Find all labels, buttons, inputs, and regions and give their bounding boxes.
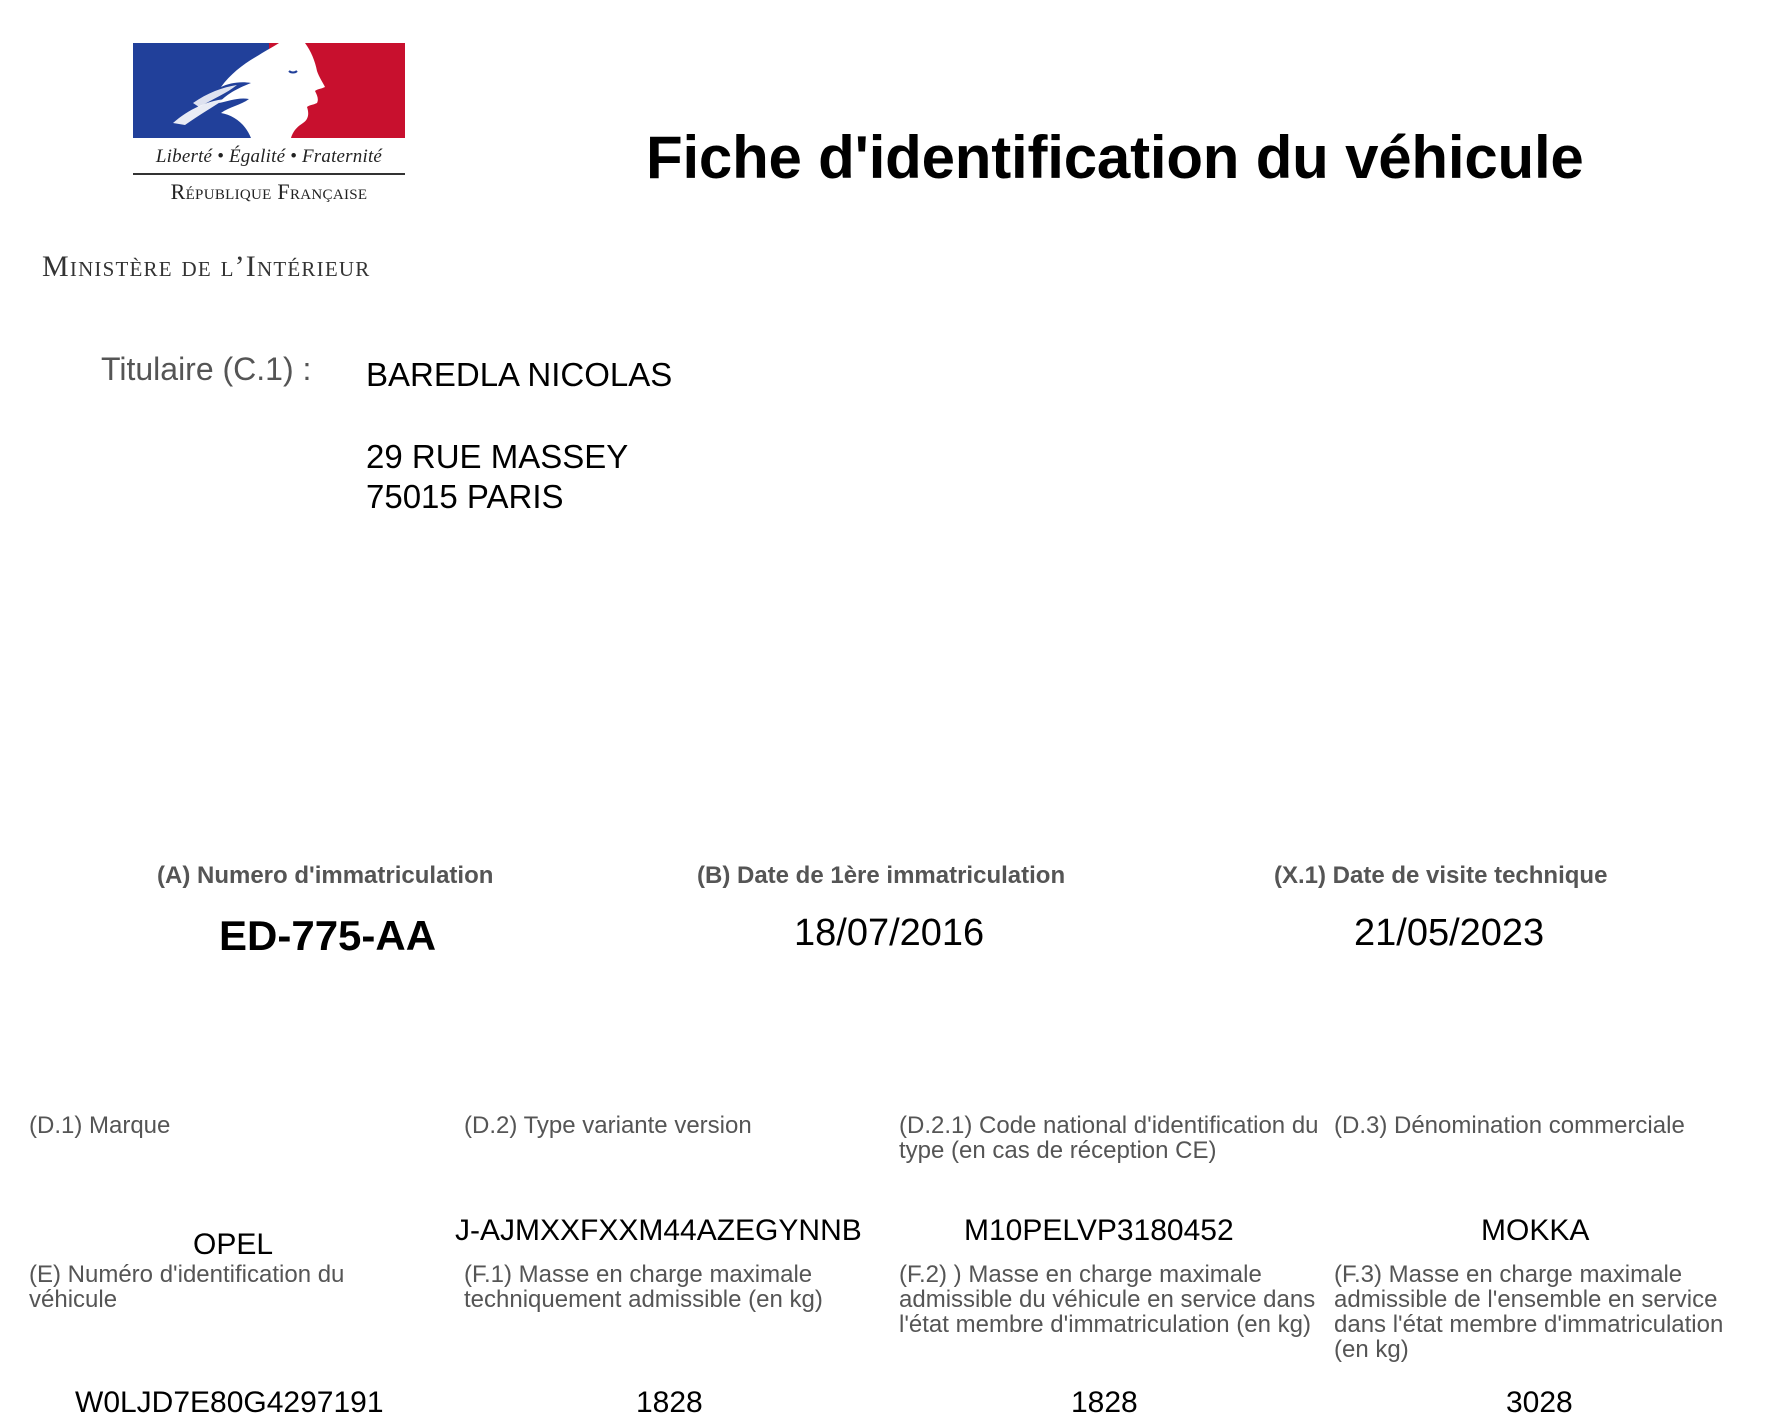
type-variant-version-value: J-AJMXXFXXM44AZEGYNNB [455, 1214, 862, 1247]
republic-motto: Liberté • Égalité • Fraternité [155, 146, 383, 167]
republique-francaise-logo [133, 43, 405, 205]
national-type-code-value: M10PELVP3180452 [964, 1214, 1234, 1247]
first-registration-date-label: (B) Date de 1ère immatriculation [697, 862, 1066, 889]
logo-divider [133, 173, 405, 175]
max-service-mass-label: (F.2) ) Masse en charge maximale admissible du véhicule en service dans l'état membre d'immatriculation (en kg) [899, 1261, 1316, 1338]
marianne-flag-icon [133, 43, 405, 138]
registration-number-label: (A) Numero d'immatriculation [157, 862, 494, 889]
technical-inspection-date-label: (X.1) Date de visite technique [1274, 862, 1608, 889]
national-type-code-label: (D.2.1) Code national d'identification du type (en cas de réception CE) [899, 1112, 1319, 1164]
vin-value: W0LJD7E80G4297191 [75, 1386, 384, 1419]
holder-name: BAREDLA NICOLAS [366, 356, 673, 393]
max-service-mass-value: 1828 [1071, 1386, 1138, 1419]
technical-inspection-date-value: 21/05/2023 [1354, 912, 1545, 954]
max-technical-mass-value: 1828 [636, 1386, 703, 1419]
max-combination-mass-value: 3028 [1506, 1386, 1573, 1419]
type-variant-version-label: (D.2) Type variante version [464, 1112, 752, 1139]
brand-value: OPEL [193, 1228, 274, 1261]
page-title: Fiche d'identification du véhicule [646, 124, 1584, 191]
vin-label: (E) Numéro d'identification du véhicule [29, 1261, 345, 1313]
commercial-name-value: MOKKA [1481, 1214, 1590, 1247]
max-technical-mass-label: (F.1) Masse en charge maximale techniquement admissible (en kg) [464, 1261, 823, 1313]
brand-label: (D.1) Marque [29, 1112, 171, 1139]
holder-label: Titulaire (C.1) : [101, 351, 312, 387]
republique-francaise-text: République Française [170, 179, 368, 204]
registration-number-value: ED-775-AA [219, 912, 437, 959]
commercial-name-label: (D.3) Dénomination commerciale [1334, 1112, 1685, 1139]
max-combination-mass-label: (F.3) Masse en charge maximale admissible de l'ensemble en service dans l'état membre d'immatriculation (en kg) [1334, 1261, 1724, 1363]
first-registration-date-value: 18/07/2016 [794, 912, 985, 954]
holder-address-line1: 29 RUE MASSEY [366, 438, 629, 475]
holder-address-line2: 75015 PARIS [366, 478, 564, 515]
ministry-name: Ministère de l’Intérieur [42, 250, 371, 283]
